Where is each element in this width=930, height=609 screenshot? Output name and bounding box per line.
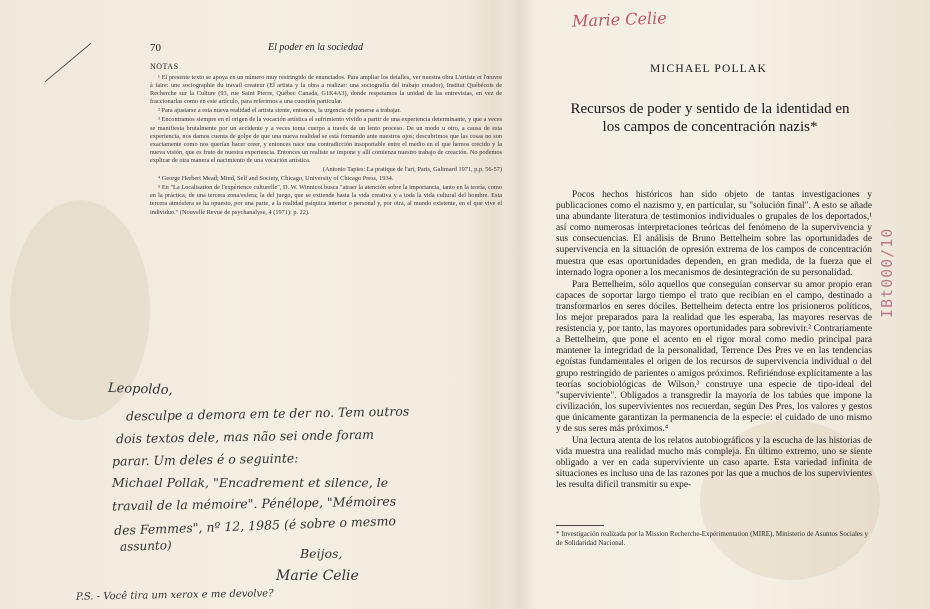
margin-archive-code: IBt000/10 (878, 227, 896, 318)
running-head: El poder en la sociedad (268, 42, 363, 53)
book-fold (505, 0, 535, 609)
note-1: ¹ El presente texto se apoya en un número muy restringido de enunciados. Para ampliar los detalles, ver nuestra obra L'artiste et l'œuvre à faire: une sociographie du travail createur (El artista y la obra a realizar: una sociografía del trabajo creador), Institut Québécois de Recherche sur la Culture (93, rue Saint Pierre, Québec Canada, G1K4A3), donde respetamos la unidad de las entrevistas, en vez de fraccionarlas como en este artículo, para referirnos a una cuestión particular. (150, 74, 502, 106)
handwritten-closing: Beijos, (300, 546, 343, 561)
handwritten-line: parar. Um deles é o seguinte: (111, 450, 299, 469)
notes-title: NOTAS (150, 62, 179, 71)
note-2: ² Para ajustarse a esta nueva realidad el artista siente, entonces, la urgencia de ponerse a trabajar. (158, 107, 401, 115)
paragraph: Para Bettelheim, sólo aquellos que conseguían conservar su amor propio eran capaces de soportar largo tiempo el trato que recibían en el campo, destinado a transformarlos en seres dóciles. Bettelheim detecta entre los prisioneros políticos, los mejor preparados para la realidad que les esperaba, las mayores reservas de resistencia y, por tanto, las mayores oportunidades para sobrevivir.² Contrariamente a Bettelheim, que pone el acento en el rigor moral como medio principal para mantener la integridad de la personalidad, Terrence Des Pres ve en las tendencias egoístas fundamentales el origen de los recursos de supervivencia individual o del grupo restringido de parientes o amigos próximos. Refiriéndose explícitamente a las teorías sociobiológicas de Wilson,³ construye una especie de tipo-ideal del "superviviente". Obligados a transgredir la mayoría de los tabúes que impone la civilización, los supervivientes nos recuerdan, según Des Pres, los valores y gestos que únicamente garantizan la permanencia de la especie: el cuidado de uno mismo y de sus seres más próximos.⁴ (556, 279, 872, 434)
top-signature: Marie Celie (571, 8, 667, 31)
pen-mark (45, 43, 92, 82)
footnote: * Investigación realizada por la Mission Recherche-Expérimentation (MIRE), Ministerio de Asuntos Sociales y de Solidaridad Nacional. (556, 530, 869, 547)
note-5: ⁵ En "La Localisation de l'expérience culturelle", D. W. Winnicot busca "atraer la atención sobre la importancia, tanto en la teoría, como en la práctica, de una tercera zona/esfera; la del juego, que se extiende hasta la vida creativa y a toda la vida cultural del hombre. Esta tercera atmósfera se ha opuesto, por una parte, a la realidad psíquica interior o personal y, por otra, al mundo existente, en el que vive el individuo." (Nouvelle Revue de psychanalyse, 4 (1971): p. 22). (150, 184, 502, 216)
page-number: 70 (150, 42, 161, 54)
handwritten-line: des Femmes", nº 12, 1985 (é sobre o mesmo (113, 513, 397, 538)
note-3-citation: (Antonio Tapies: La pratique de l'art, Paris, Galimard 1971, p.p. 56-57) (322, 166, 502, 174)
handwritten-line: Michael Pollak, "Encadrement et silence, le (112, 475, 389, 490)
handwritten-greeting: Leopoldo, (107, 380, 173, 399)
handwritten-line: desculpe a demora em te der no. Tem outros (125, 403, 410, 424)
note-3: ³ Encontramos siempre en el origen de la vocación artística el sufrimiento vivido a partir de una experiencia determinante, y que a veces se manifiesta brutalmente por un accidente y a veces toma cuerpo a través de un lento proceso. De un modo u otro, a causa de esta experiencia, nos damos cuenta de golpe de que una nueva realidad se está formando ante nuestros ojos; descubrimos que las cosas no son exactamente como nos querían hacer creer, y entonces nace una contradicción insoportable entre el medio en el que hemos crecido y la nueva visión, que es fruto de nuestra experiencia. Entonces un realiste se impone y allí comienza nuestro trabajo de creación. No podemos explicar de otra manera el nacimiento de una vocación artística. (150, 116, 502, 164)
author-name: MICHAEL POLLAK (650, 63, 767, 75)
article-body (556, 190, 872, 493)
paragraph: Pocos hechos históricos han sido objeto de tantas investigaciones y publicaciones como el nazismo y, en particular, su "solución final". A esto se añade una abundante literatura de testimonios individuales o grupales de los deportados,¹ así como numerosas interpretaciones teóricas del fenómeno de la supervivencia y sus consecuencias. El análisis de Bruno Bettelheim sobre las oportunidades de supervivencia en la situación de opresión extrema de los campos de concentración muestra que esas oportunidades dependen, en gran medida, de la fuerza que el internado logra oponer a los mecanismos de desintegración de su personalidad. (556, 190, 872, 278)
handwritten-line: assunto) (119, 538, 172, 554)
article-title: Recursos de poder y sentido de la identidad en los campos de concentración nazis* (570, 101, 850, 135)
footnote-rule (556, 525, 604, 526)
note-4: ⁴ George Herbert Mead; Mind, Self and Society, Chicago, University of Chicago Press, 1934. (158, 175, 394, 183)
handwritten-postscript: P.S. - Você tira um xerox e me devolve? (75, 588, 274, 603)
handwritten-line: dois textos dele, mas não sei onde foram (115, 426, 375, 447)
handwritten-line: travail de la mémoire". Pénélope, "Mémoires (111, 493, 397, 514)
notes-section (150, 74, 502, 218)
handwritten-signature: Marie Celie (276, 568, 359, 584)
paragraph: Una lectura atenta de los relatos autobiográficos y la escucha de las historias de vida muestra una realidad mucho más compleja. En último extremo, uno se siente obligado a ver en cada superviviente un caso aparte. Esta variedad infinita de situaciones es incluso una de las razones por las que a muchos de los supervivientes les resulta difícil transmitir su expe- (556, 436, 872, 491)
